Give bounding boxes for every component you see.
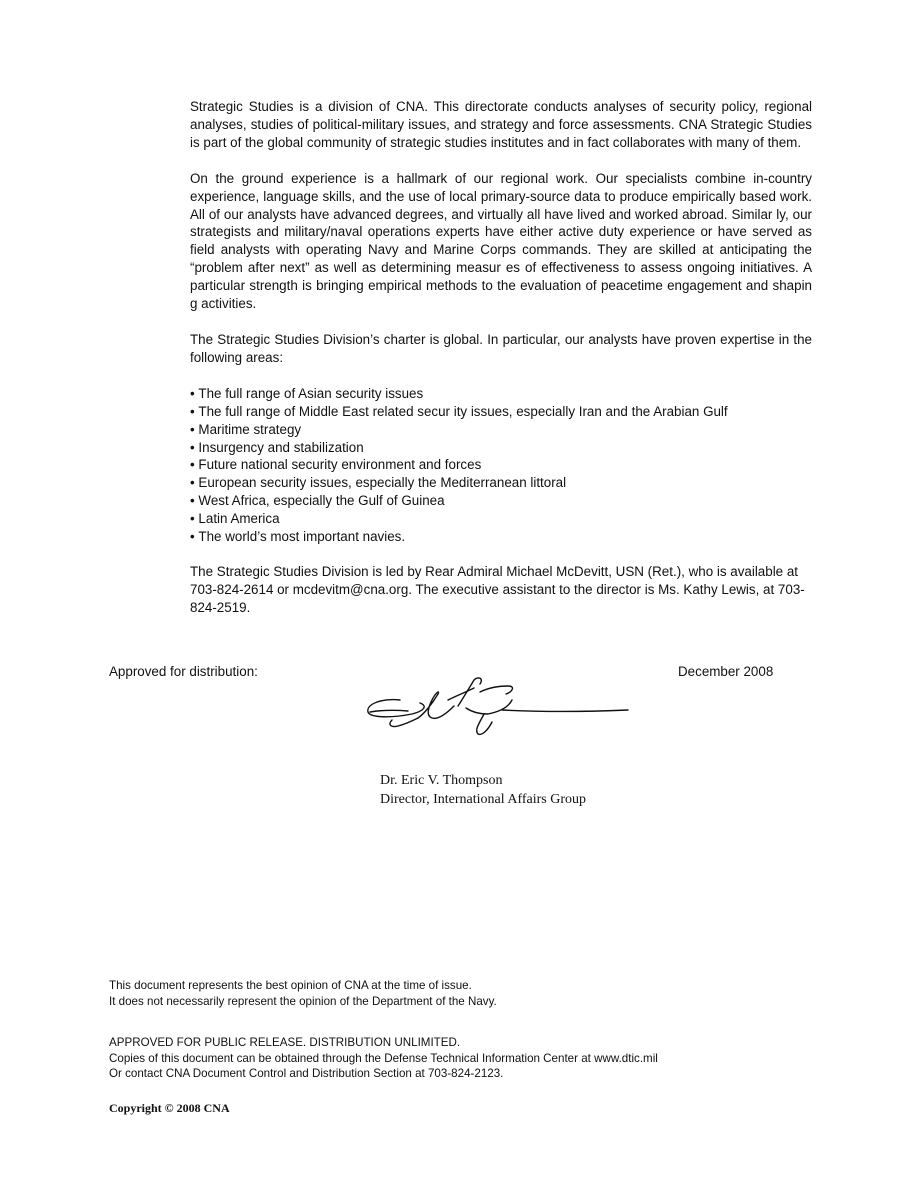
disclaimer [109,978,497,1009]
list-item: • Latin America [190,510,812,528]
approval-date: December 2008 [678,664,774,679]
list-item: • The world’s most important navies. [190,528,812,546]
document-body [190,98,812,635]
release-line: Copies of this document can be obtained through the Defense Technical Information Center at www.dtic.mil [109,1051,658,1065]
release-line: APPROVED FOR PUBLIC RELEASE. DISTRIBUTION UNLIMITED. [109,1036,461,1049]
list-item: • The full range of Asian security issues [190,385,812,403]
list-item: • Insurgency and stabilization [190,439,812,457]
signer-block [380,771,586,809]
approval-label: Approved for distribution: [109,664,258,679]
charter-paragraph: The Strategic Studies Division’s charter is global. In particular, our analysts have proven expertise in the following areas: [190,331,812,365]
signature-image [362,670,632,740]
list-item: • The full range of Middle East related secur ity issues, especially Iran and the Arabian Gulf [190,403,812,421]
signer-name: Dr. Eric V. Thompson [380,773,503,788]
list-item: • European security issues, especially the Mediterranean littoral [190,474,812,492]
release-notice [109,1035,658,1082]
signer-title: Director, International Affairs Group [380,792,587,807]
list-item: • Maritime strategy [190,421,812,439]
disclaimer-line: It does not necessarily represent the opinion of the Department of the Navy. [109,994,497,1008]
copyright-notice: Copyright © 2008 CNA [109,1101,230,1115]
list-item: • Future national security environment and forces [190,456,812,474]
intro-paragraph: Strategic Studies is a division of CNA. This directorate conducts analyses of security policy, regional analyses, studies of political-military issues, and strategy and force assessments. CNA Strategic Studies is part of the global community of strategic studies institutes and in fact collaborates with many of them. [190,99,812,150]
contact-paragraph: The Strategic Studies Division is led by Rear Admiral Michael McDevitt, USN (Ret.), who is available at 703-824-2614 or mcdevitm@cna.org. The executive assistant to the director is Ms. Kathy Lewis, at 703-824-2519. [190,563,805,615]
expertise-list [190,385,812,546]
list-item: • West Africa, especially the Gulf of Guinea [190,492,812,510]
release-line: Or contact CNA Document Control and Distribution Section at 703-824-2123. [109,1067,504,1080]
experience-paragraph: On the ground experience is a hallmark of our regional work. Our specialists combine in-country experience, language skills, and the use of local primary-source data to produce empirically based work. All of our analysts have advanced degrees, and virtually all have lived and worked abroad. Similar ly, our strategists and military/naval operations experts have either active duty experience or have served as field analysts with operating Navy and Marine Corps commands. They are skilled at anticipating the “problem after next” as well as determining measur es of effectiveness to assess ongoing initiatives. A particular strength is bringing empirical methods to the evaluation of peacetime engagement and shapin g activities. [190,170,812,312]
disclaimer-line: This document represents the best opinion of CNA at the time of issue. [109,979,472,992]
